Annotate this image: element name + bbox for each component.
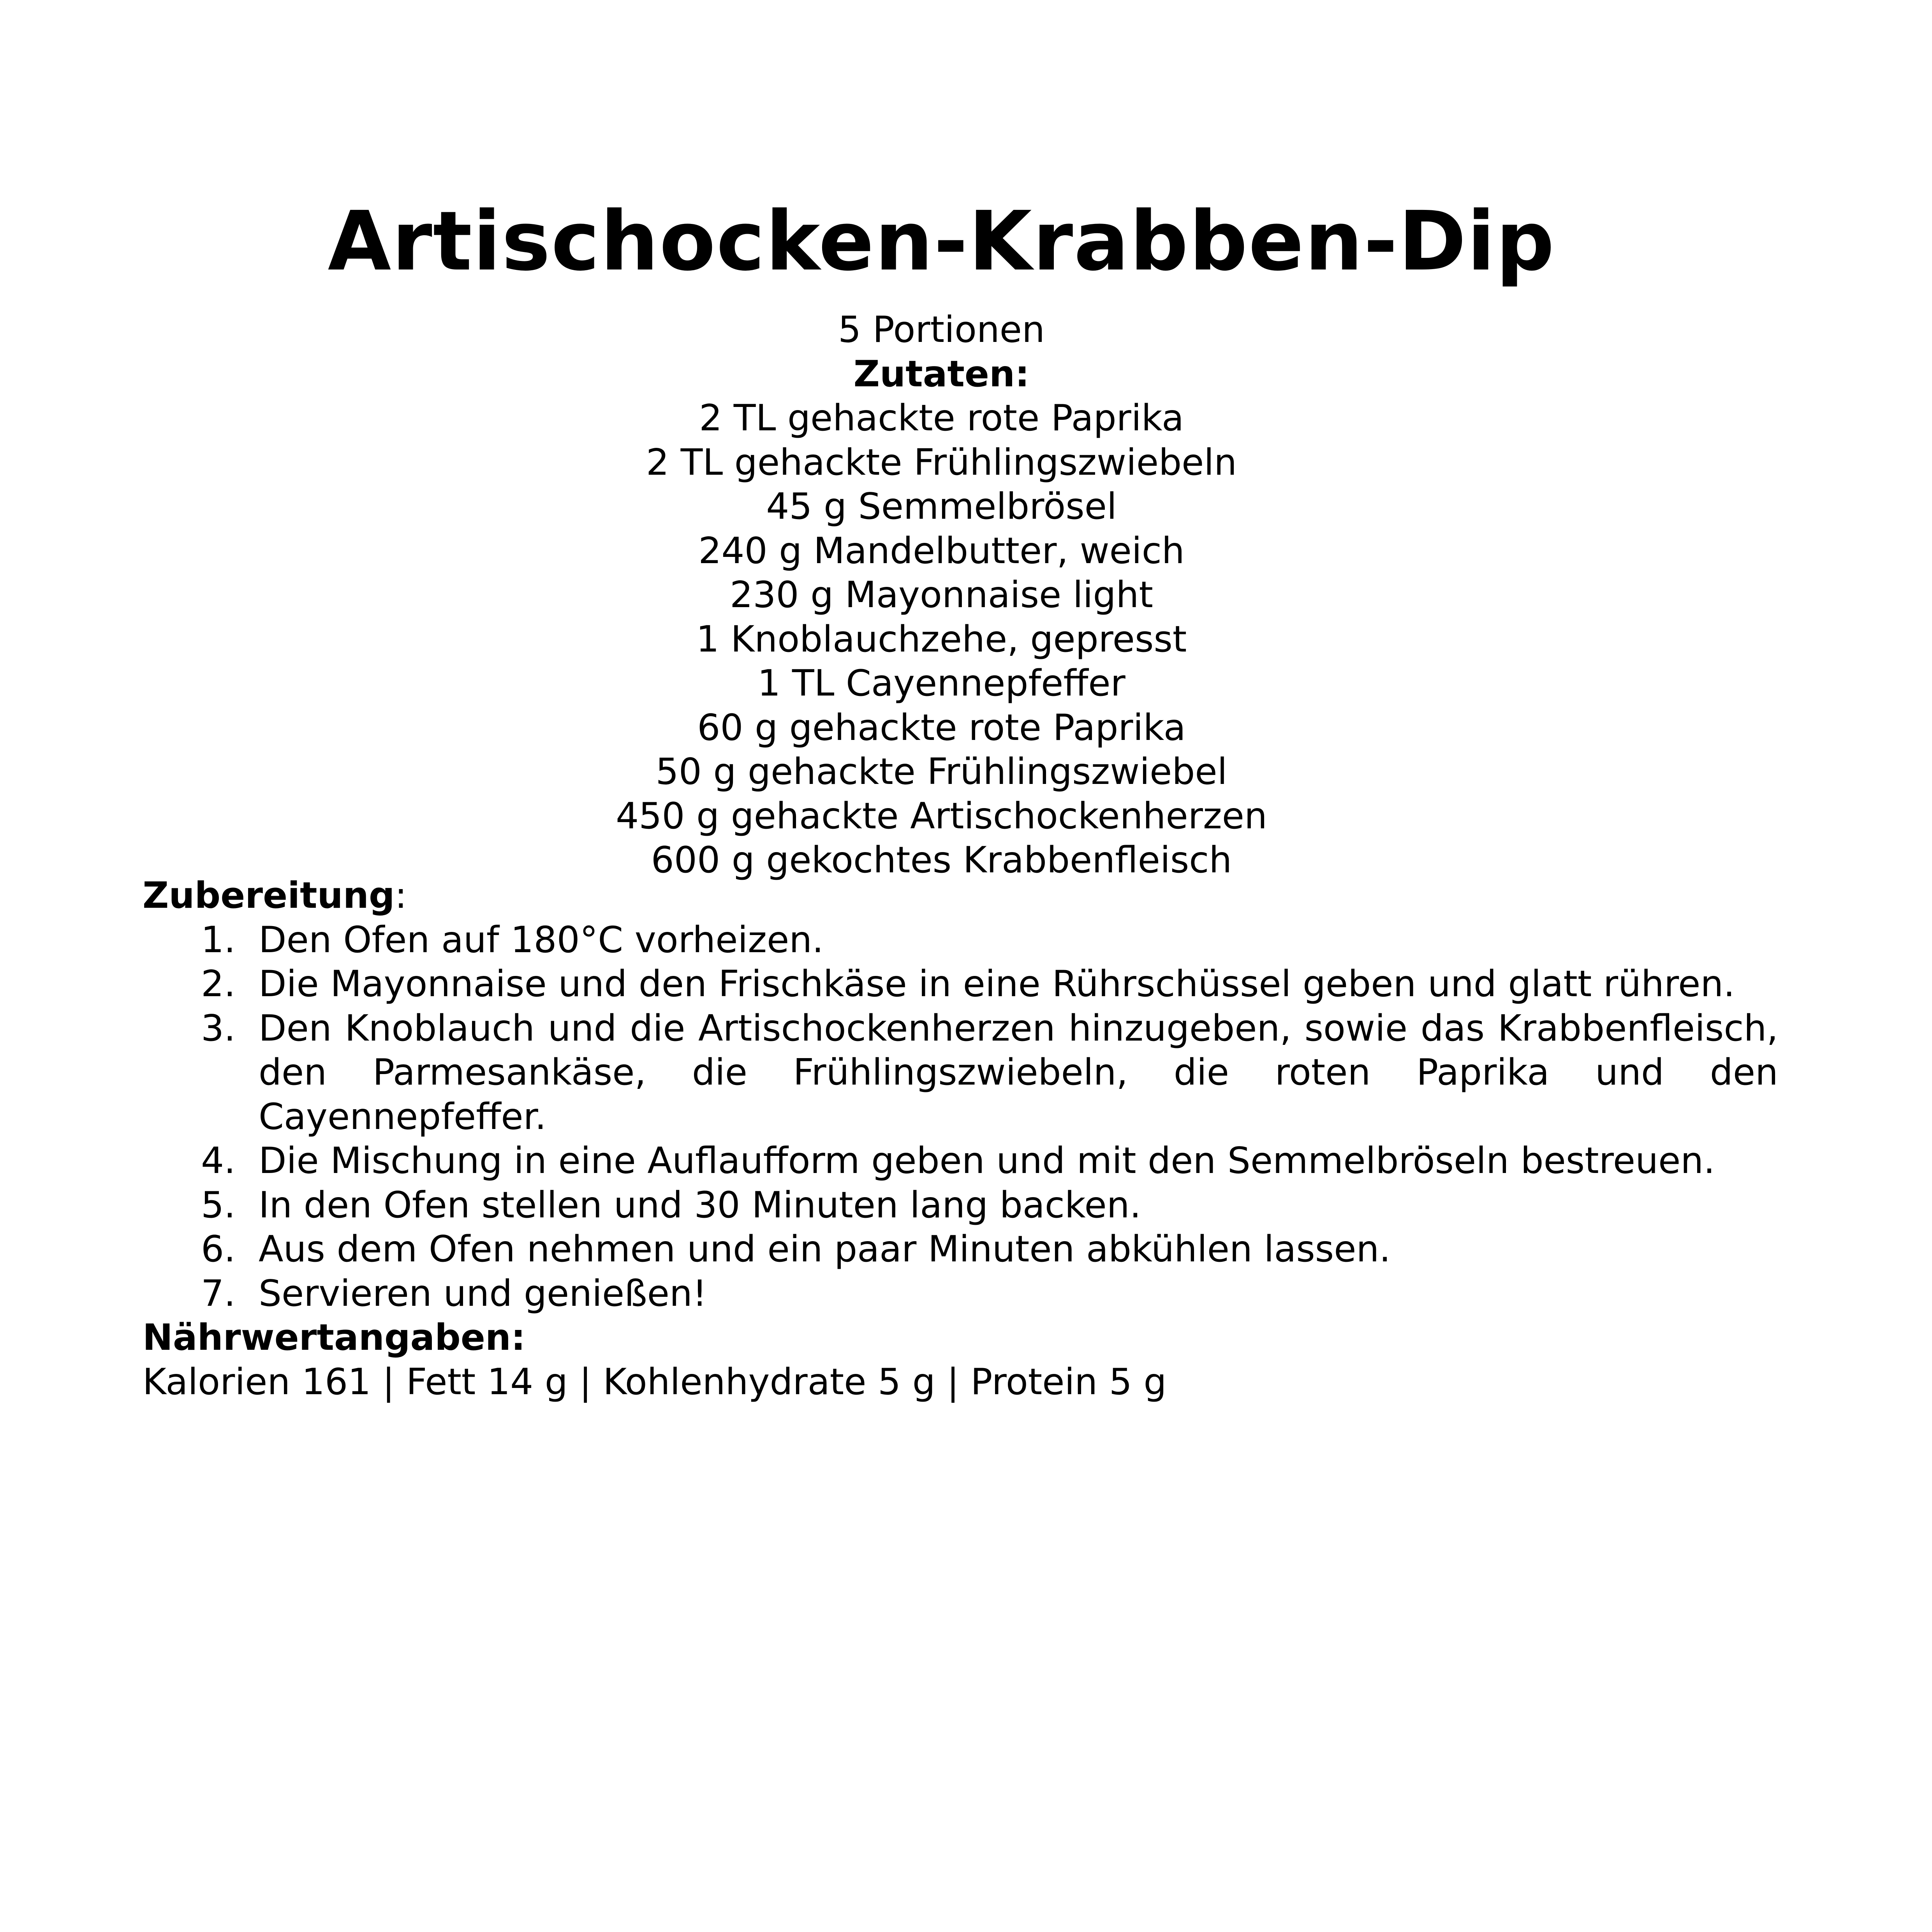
step-text: In den Ofen stellen und 30 Minuten lang backen. [259, 1184, 1141, 1226]
ingredient-item: 45 g Semmelbrösel [766, 485, 1117, 527]
step-text: Servieren und genießen! [259, 1272, 707, 1314]
nutrition-facts: Kalorien 161 | Fett 14 g | Kohlenhydrate 5 g | Protein 5 g [143, 1360, 1167, 1403]
ingredient-item: 1 TL Cayennepfeffer [757, 662, 1125, 704]
ingredient-item: 1 Knoblauchzehe, gepresst [696, 618, 1187, 660]
ingredient-item: 50 g gehackte Frühlingszwiebel [655, 750, 1228, 793]
step-item [143, 1139, 1778, 1183]
ingredient-item: 60 g gehackte rote Paprika [697, 706, 1186, 748]
ingredient-item: 450 g gehackte Artischockenherzen [616, 794, 1267, 837]
preparation-heading [143, 874, 1778, 918]
preparation-heading-colon: : [395, 874, 407, 916]
step-item [143, 918, 1778, 962]
ingredients-section [0, 308, 1883, 882]
step-text: Den Ofen auf 180°C vorheizen. [259, 918, 824, 961]
step-number: 4. [201, 1139, 236, 1182]
step-number: 1. [201, 918, 236, 961]
step-number: 5. [201, 1184, 236, 1226]
step-number: 6. [201, 1228, 236, 1270]
preparation-steps [143, 918, 1778, 1316]
ingredient-item: 240 g Mandelbutter, weich [698, 529, 1185, 572]
step-text: Die Mischung in eine Auflaufform geben und mit den Semmelbröseln bestreuen. [259, 1139, 1715, 1182]
servings: 5 Portionen [838, 308, 1045, 350]
nutrition-heading: Nährwertangaben: [143, 1316, 526, 1358]
step-item [143, 1272, 1778, 1316]
step-text: Aus dem Ofen nehmen und ein paar Minuten abkühlen lassen. [259, 1228, 1391, 1270]
step-text: Die Mayonnaise und den Frischkäse in eine Rührschüssel geben und glatt rühren. [259, 963, 1735, 1005]
ingredient-item: 2 TL gehackte rote Paprika [699, 397, 1184, 439]
step-text: Den Knoblauch und die Artischockenherzen hinzugeben, sowie das Krabbenfleisch, den Parmesankäse, die Frühlingszwiebeln, die roten Paprika und den Cayennepfeffer. [259, 1007, 1778, 1138]
step-number: 7. [201, 1272, 236, 1314]
ingredient-item: 2 TL gehackte Frühlingszwiebeln [646, 441, 1237, 483]
step-item [143, 1183, 1778, 1228]
recipe-title: Artischocken-Krabben-Dip [328, 194, 1555, 289]
step-item [143, 1006, 1778, 1139]
step-item [143, 1227, 1778, 1272]
ingredients-heading: Zutaten: [853, 352, 1030, 395]
ingredient-item: 230 g Mayonnaise light [730, 574, 1153, 616]
preparation-heading-label: Zubereitung [143, 874, 395, 916]
step-item [143, 962, 1778, 1006]
preparation-section [143, 874, 1778, 1404]
ingredient-item: 600 g gekochtes Krabbenfleisch [651, 839, 1232, 881]
step-number: 3. [201, 1007, 236, 1049]
step-number: 2. [201, 963, 236, 1005]
